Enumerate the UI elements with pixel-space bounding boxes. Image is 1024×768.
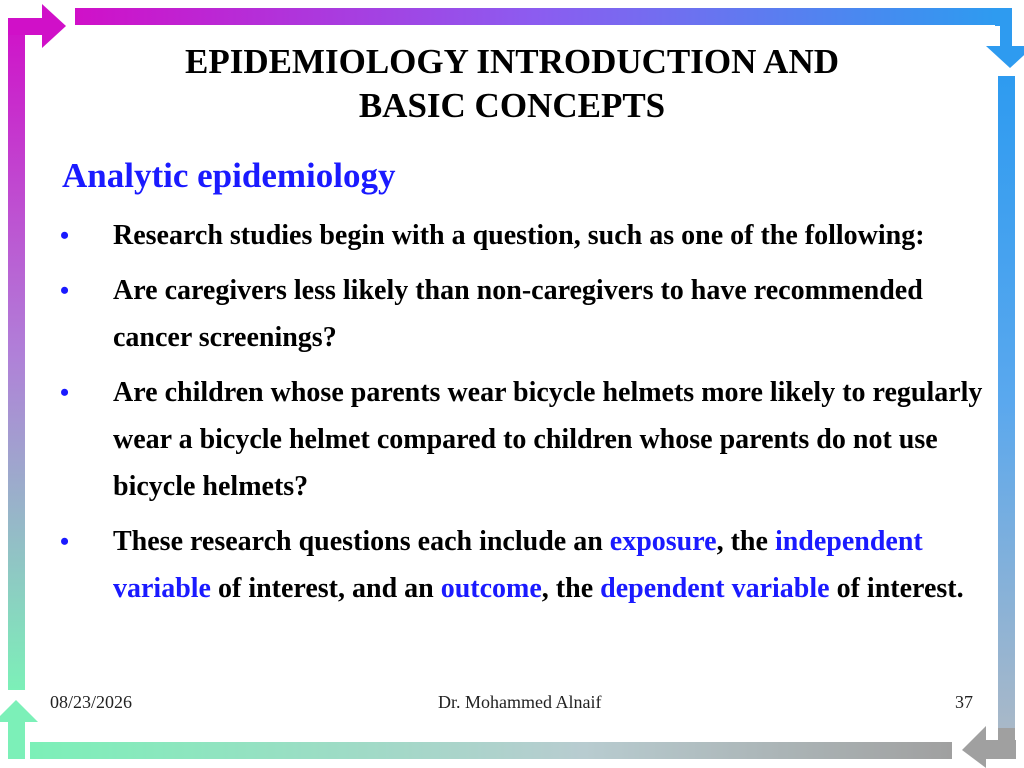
term-outcome: outcome bbox=[440, 573, 542, 604]
arrow-right-icon bbox=[42, 4, 66, 48]
term-independent-variable: independent variable bbox=[113, 526, 923, 604]
bullet-text: Are caregivers less likely than non-caregivers to have recommended cancer screenings? bbox=[113, 275, 923, 353]
bullet-item bbox=[60, 518, 995, 612]
bullet-text bbox=[113, 526, 964, 604]
arrow-left-icon bbox=[962, 726, 986, 768]
slide-title bbox=[80, 40, 944, 128]
footer-page-number: 37 bbox=[955, 692, 973, 712]
term-dependent-variable: dependent variable bbox=[600, 573, 830, 604]
term-exposure: exposure bbox=[609, 526, 717, 557]
arrow-down-icon bbox=[986, 46, 1024, 68]
bullet-text-part: of interest. bbox=[829, 573, 964, 604]
bullet-item bbox=[60, 369, 995, 510]
title-line-2: BASIC CONCEPTS bbox=[358, 86, 666, 125]
footer-date: 08/23/2026 bbox=[50, 692, 133, 712]
bullet-dot-icon: • bbox=[60, 276, 70, 305]
bullet-dot-icon: • bbox=[60, 221, 70, 250]
section-heading: Analytic epidemiology bbox=[62, 156, 396, 195]
bullet-text-part: , the bbox=[541, 573, 601, 604]
bullet-text-part: of interest, and an bbox=[211, 573, 441, 604]
bullet-text-part: , the bbox=[716, 526, 775, 557]
bullet-dot-icon: • bbox=[60, 378, 70, 407]
bullet-item bbox=[60, 212, 995, 259]
title-line-1: EPIDEMIOLOGY INTRODUCTION AND bbox=[184, 42, 840, 81]
bullet-text: Research studies begin with a question, such as one of the following: bbox=[113, 220, 925, 251]
bullet-text-part: These research questions each include an bbox=[113, 526, 610, 557]
bullet-item bbox=[60, 267, 995, 361]
bullet-dot-icon: • bbox=[60, 527, 70, 556]
bullet-list bbox=[60, 212, 995, 620]
arrow-up-icon bbox=[0, 700, 38, 722]
footer-author: Dr. Mohammed Alnaif bbox=[438, 692, 602, 712]
bullet-text: Are children whose parents wear bicycle helmets more likely to regularly wear a bicycle helmet compared to children whose parents do not use bicycle helmets? bbox=[113, 377, 983, 502]
